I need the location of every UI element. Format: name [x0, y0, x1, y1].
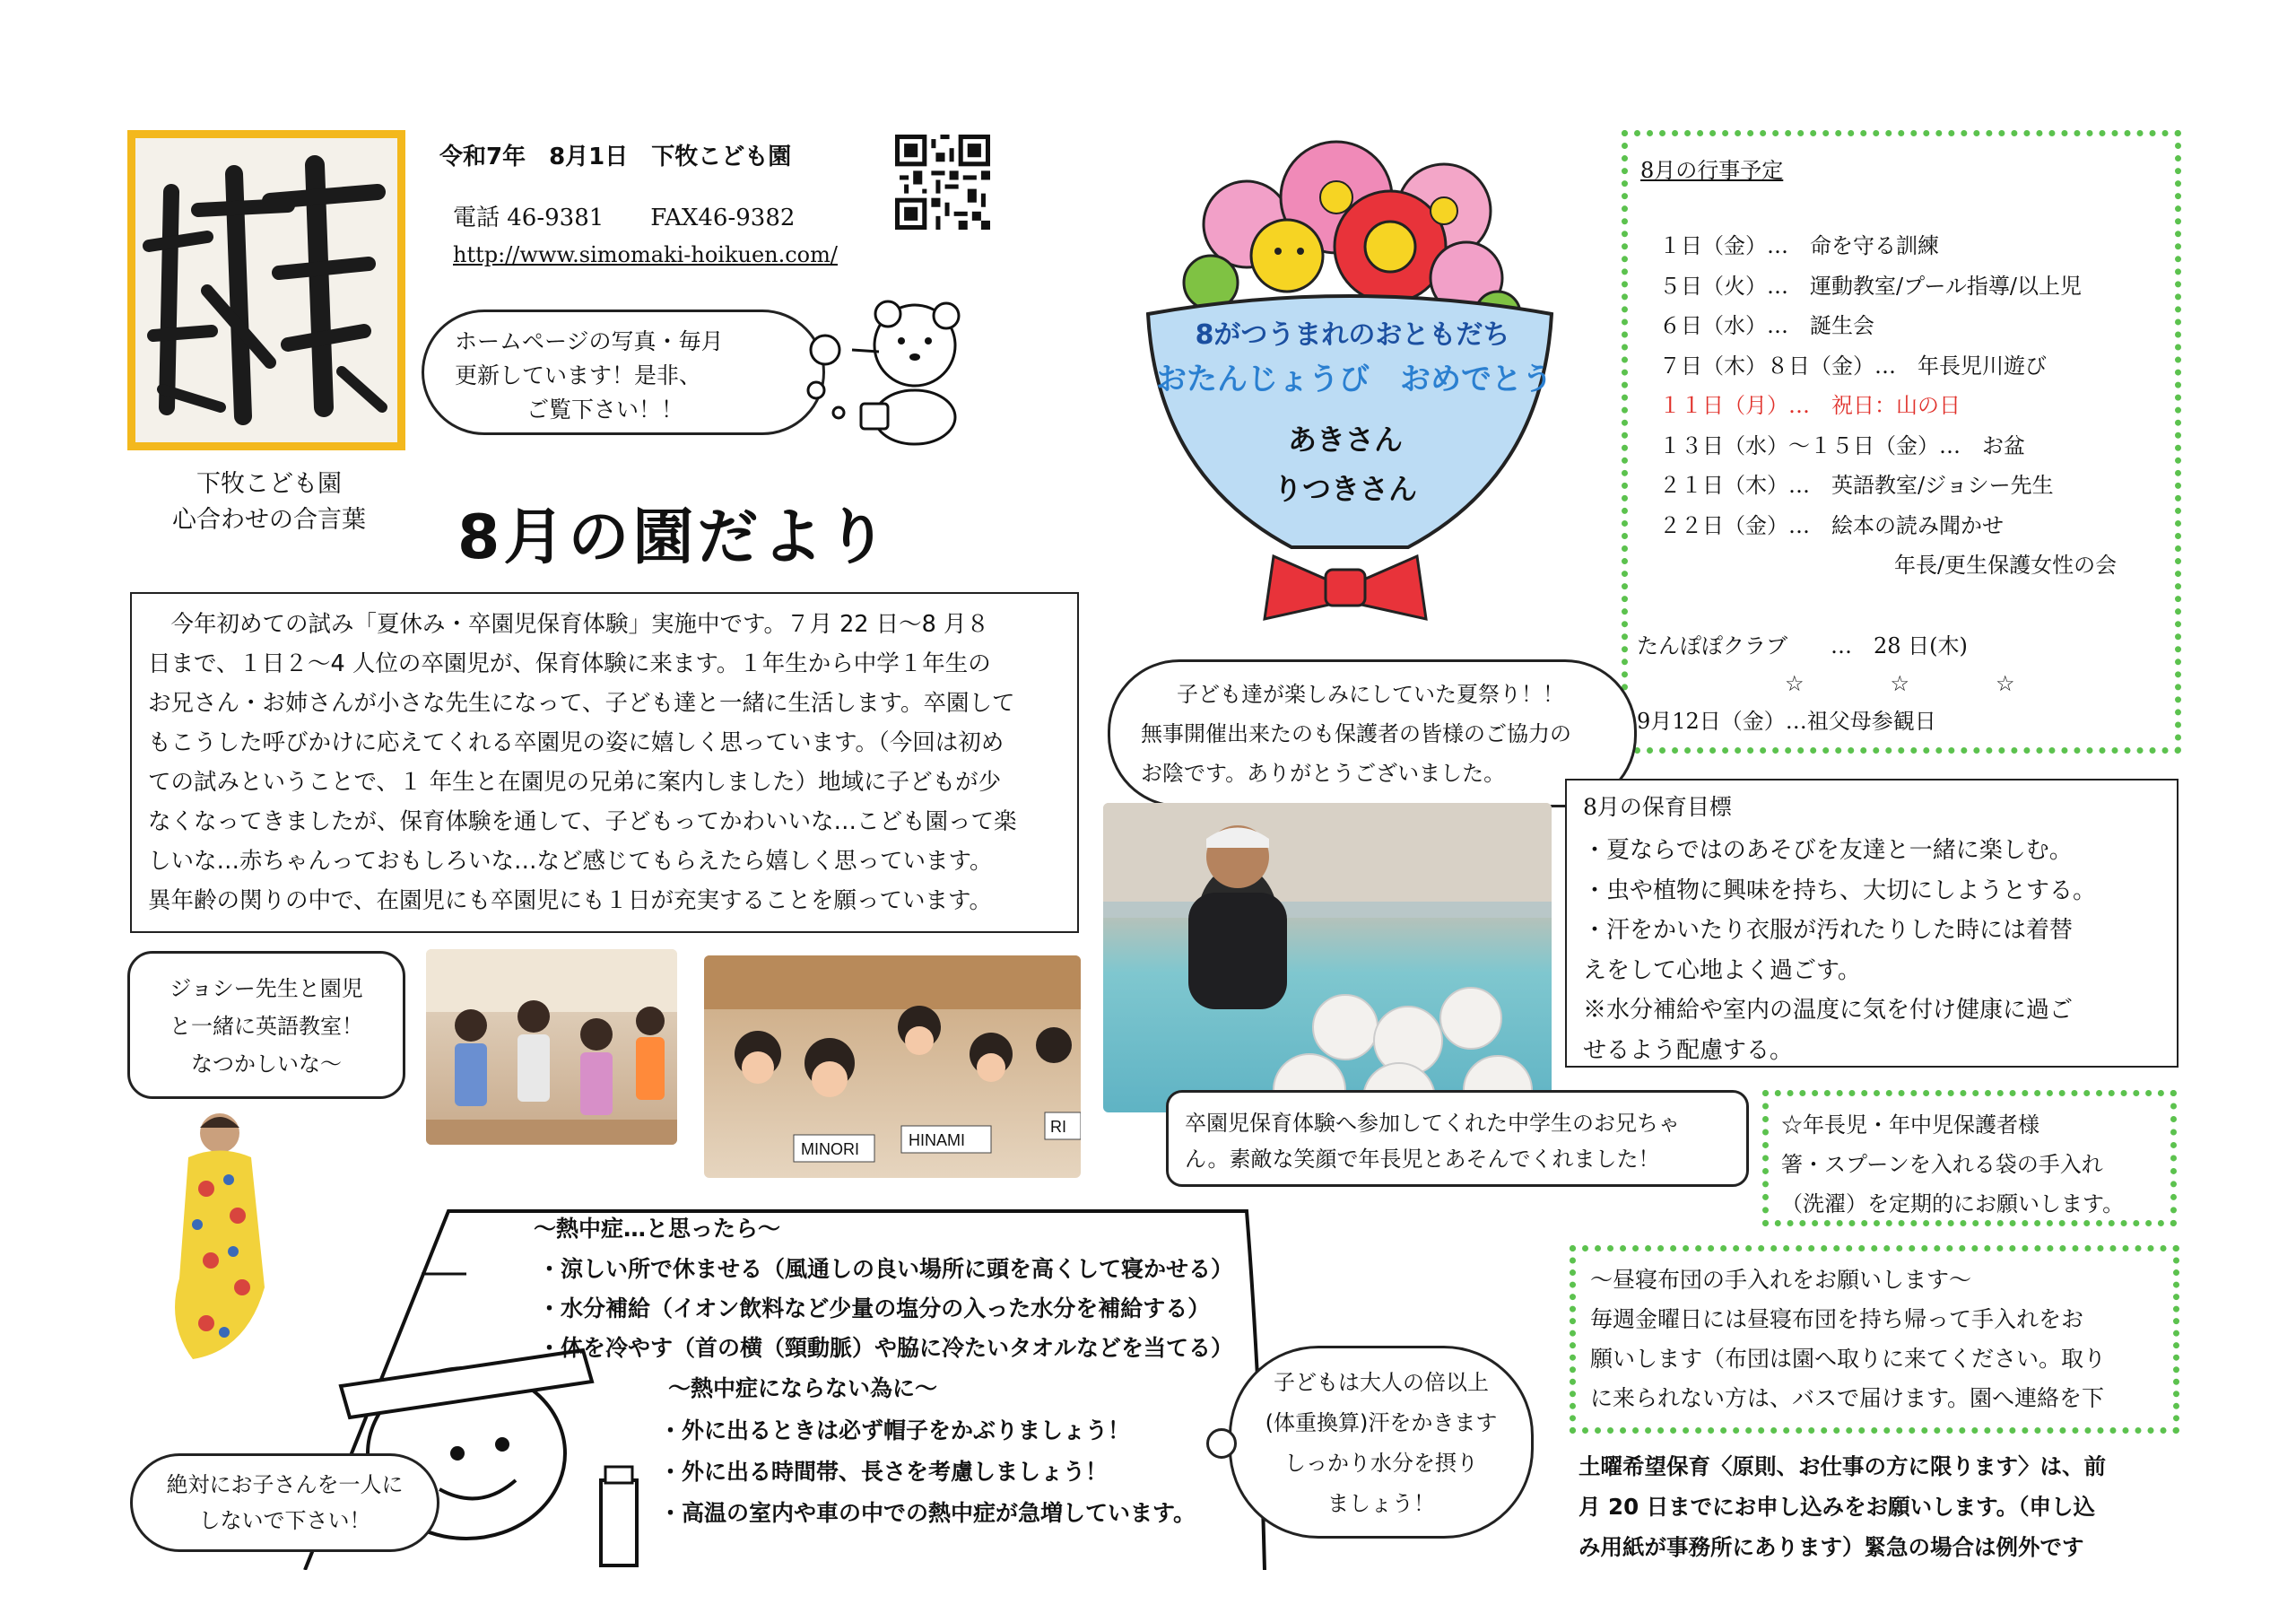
saturday-notice [1578, 1446, 2106, 1567]
heatstroke-item: ・涼しい所で休ませる（風通しの良い場所に頭を高くして寝かせる） [538, 1256, 1234, 1282]
english-class-bubble [127, 951, 405, 1099]
parents-notice-line: ☆年長児・年中児保護者様 [1781, 1112, 2039, 1138]
intro-line: もこうした呼びかけに応えてくれる卒園児の姿に嬉しく思っています。（今回は初め [148, 729, 1004, 756]
prevent-item: ・高温の室内や車の中での熱中症が急増しています。 [659, 1500, 1196, 1526]
goal-line: ・虫や植物に興味を持ち、大切にしようとする。 [1583, 876, 2097, 904]
pool-caption-box [1166, 1090, 1749, 1187]
never-alone-bubble [130, 1453, 439, 1552]
birthday-name: りつきさん [1273, 472, 1417, 506]
prevent-item: ・外に出るときは必ず帽子をかぶりましょう！ [659, 1417, 1131, 1443]
prevent-list [659, 1410, 1196, 1534]
birthday-name: あきさん [1287, 423, 1403, 457]
intro-line: 異年齢の関りの中で、在園児にも卒園児にも１日が充実することを願っています。 [148, 887, 992, 914]
saturday-line: 土曜希望保育〈原則、お仕事の方に限ります〉は、前 [1578, 1453, 2106, 1479]
intro-line: 日まで、１日２～4 人位の卒園児が、保育体験に来ます。１年生から中学１年生の [148, 650, 991, 677]
teacher-photo [157, 1108, 283, 1368]
date-line: 令和7年 8月1日 下牧こども園 [439, 144, 792, 170]
intro-line: なくなってきましたが、保育体験を通して、子どもってかわいいな…こども園って楽 [148, 808, 1017, 835]
english-bubble-line: ジョシー先生と園児 [170, 976, 363, 1001]
parents-notice-line: 箸・スプーンを入れる袋の手入れ [1781, 1152, 2103, 1177]
water-bubble-line: 子どもは大人の倍以上 [1274, 1370, 1489, 1395]
events-list [1659, 226, 2117, 586]
english-class-photo-1 [426, 949, 677, 1145]
water-bubble-line: ましょう！ [1327, 1491, 1435, 1516]
alone-bubble-line: 絶対にお子さんを一人に [166, 1472, 404, 1497]
alone-bubble-line: しないで下さい！ [198, 1508, 371, 1533]
goal-line: えをして心地よく過ごす。 [1583, 956, 1861, 984]
website-link[interactable]: http://www.simomaki-hoikuen.com/ [453, 242, 838, 267]
pool-caption-line: ん。素敵な笑顔で年長児とあそんでくれました！ [1185, 1147, 1660, 1172]
motto-caption [99, 467, 439, 538]
saturday-line: 月 20 日までにお申し込みをお願いします。（申し込 [1578, 1494, 2095, 1520]
grandparents-line: 9月12日（金）…祖父母参観日 [1637, 709, 1936, 734]
qr-code-icon [895, 135, 990, 230]
pool-caption-line: 卒園児保育体験へ参加してくれた中学生のお兄ちゃ [1185, 1111, 1680, 1136]
goal-line: ※水分補給や室内の温度に気を付け健康に過ご [1583, 997, 2074, 1024]
futon-title: ～昼寝布団の手入れをお願いします～ [1590, 1267, 1972, 1293]
event-item-holiday: １１日（月）… 祝日：山の日 [1659, 393, 1961, 418]
intro-line: ての試みということで、１ 年生と在園児の兄弟に案内しました）地域に子どもが少 [148, 769, 1002, 796]
homepage-bubble-line: 更新しています！是非、 [455, 362, 702, 388]
calligraphy-strokes [135, 138, 397, 442]
childcare-goals-box [1565, 779, 2179, 1068]
festival-bubble [1108, 659, 1637, 807]
festival-bubble-line: お陰です。ありがとうございました。 [1141, 761, 1506, 786]
english-bubble-line: なつかしいな～ [191, 1051, 342, 1077]
birthday-heading: 8がつうまれのおともだち [1195, 319, 1510, 351]
saturday-line: み用紙が事務所にあります）緊急の場合は例外です [1578, 1534, 2084, 1560]
event-item: ５日（火）… 運動教室/プール指導/以上児 [1659, 273, 2082, 299]
festival-bubble-line: 無事開催出来たのも保護者の皆様のご協力の [1141, 721, 1571, 746]
water-bubble-line: (体重換算)汗をかきます [1265, 1410, 1498, 1435]
futon-line: 願いします（布団は園へ取りに来てください。取り [1590, 1346, 2107, 1372]
homepage-bubble-line: ホームページの写真・毎月 [455, 328, 724, 354]
prevent-title: ～熱中症にならない為に～ [668, 1375, 938, 1401]
event-item: ２２日（金）… 絵本の読み聞かせ [1659, 512, 2004, 538]
main-title: 8月の園だより [457, 502, 891, 573]
club-line: たんぽぽクラブ … 28 日(木) [1637, 633, 1968, 658]
event-item: １日（金）… 命を守る訓練 [1659, 233, 1939, 258]
intro-line: 今年初めての試み「夏休み・卒園児保育体験」実施中です。７月 22 日～8 月８ [148, 611, 989, 638]
phone-line: 電話 46-9381 FAX46-9382 [453, 205, 796, 231]
prevent-item: ・外に出る時間帯、長さを考慮しましょう！ [659, 1459, 1109, 1485]
goal-line: ・夏ならではのあそびを友達と一緒に楽しむ。 [1583, 837, 2073, 864]
photo-name-tag: RI [1050, 1118, 1066, 1136]
english-bubble-line: と一緒に英語教室！ [170, 1014, 363, 1039]
stars-line: ☆ ☆ ☆ [1785, 671, 2015, 696]
motto-caption-line: 下牧こども園 [196, 470, 342, 498]
event-item: ２１日（木）… 英語教室/ジョシー先生 [1659, 473, 2054, 498]
goals-title: 8月の保育目標 [1583, 794, 1732, 820]
motto-caption-line: 心合わせの合言葉 [172, 506, 366, 534]
hydration-bubble [1229, 1346, 1534, 1539]
goal-line: ・汗をかいたり衣服が汚れたりした時には着替 [1583, 917, 2074, 944]
heatstroke-item: ・水分補給（イオン飲料など少量の塩分の入った水分を補給する） [538, 1295, 1211, 1321]
event-item: ６日（水）… 誕生会 [1659, 313, 1874, 338]
photo-name-tag: HINAMI [909, 1131, 965, 1149]
homepage-bubble [422, 310, 825, 435]
photo-name-tag: MINORI [801, 1140, 859, 1158]
water-bubble-line: しっかり水分を摂り [1284, 1451, 1478, 1476]
motto-calligraphy-image [127, 130, 405, 450]
intro-line: しいな…赤ちゃんっておもしろいな…など感じてもらえたら嬉しく思っています。 [148, 848, 993, 875]
parents-notice-box [1762, 1090, 2177, 1226]
homepage-bubble-line: ご覧下さい！！ [526, 397, 684, 423]
event-item: １３日（水）～１５日（金）… お盆 [1659, 432, 2025, 458]
event-item: 年長/更生保護女性の会 [1894, 553, 2118, 578]
events-title: 8月の行事予定 [1640, 158, 1784, 183]
heatstroke-list [538, 1250, 1233, 1368]
parents-notice-line: （洗濯）を定期的にお願いします。 [1781, 1191, 2125, 1216]
festival-bubble-line: 子ども達が楽しみにしていた夏祭り！！ [1177, 682, 1564, 707]
bear-illustration [798, 296, 1013, 449]
event-item: ７日（木）８日（金）… 年長児川遊び [1659, 353, 2047, 379]
bubble-tail-circle [1206, 1428, 1237, 1459]
intro-text-box [130, 592, 1079, 933]
events-schedule-box [1622, 130, 2181, 754]
birthday-greeting: おたんじょうび おめでとう [1156, 362, 1552, 397]
goal-line: せるよう配慮する。 [1583, 1036, 1794, 1064]
futon-line: 毎週金曜日には昼寝布団を持ち帰って手入れをお [1590, 1306, 2084, 1332]
futon-line: に来られない方は、バスで届けます。園へ連絡を下 [1590, 1385, 2105, 1411]
intro-line: お兄さん・お姉さんが小さな先生になって、子ども達と一緒に生活します。卒園して [148, 690, 1015, 717]
heatstroke-title: ～熱中症…と思ったら～ [534, 1216, 781, 1242]
english-class-photo-2 [704, 955, 1081, 1178]
futon-notice-box [1570, 1245, 2179, 1434]
pool-photo [1103, 803, 1552, 1112]
heatstroke-item: ・体を冷やす（首の横（頸動脈）や脇に冷たいタオルなどを当てる） [538, 1335, 1234, 1361]
